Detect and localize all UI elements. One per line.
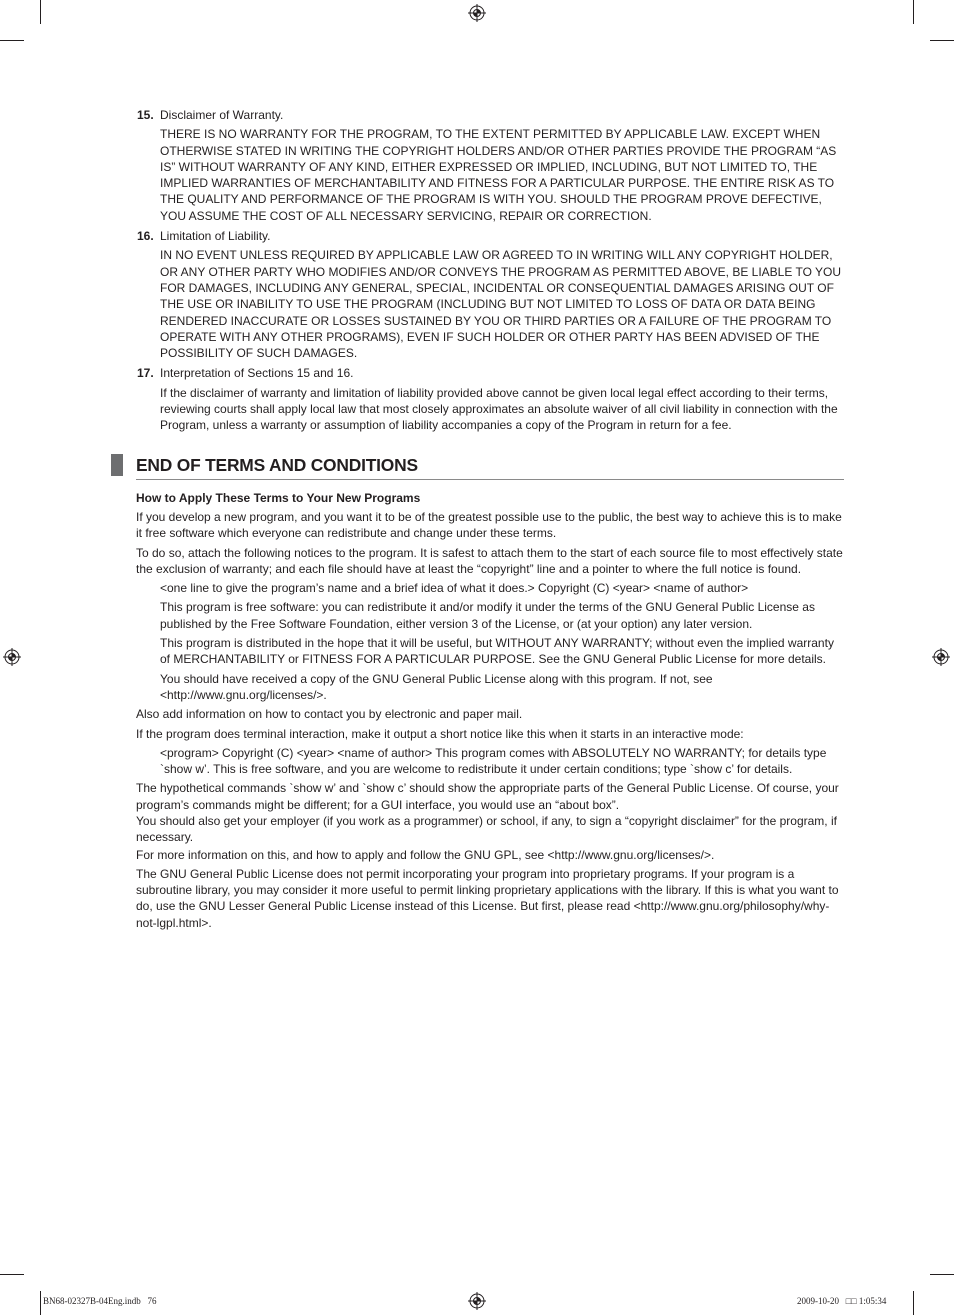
notice-paragraph: <program> Copyright (C) <year> <name of author> This program comes with ABSOLUTELY NO WARRANTY; for details type `show w’. This is free software, and you are welcome to redistribute it under certain conditions; type `show c’ for details. <box>160 745 827 777</box>
crop-mark-top-left-h <box>0 40 24 41</box>
footer-filename: BN68-02327B-04Eng.indb <box>43 1296 141 1306</box>
crop-mark-top-right-h <box>930 40 954 41</box>
section-marker-bar <box>111 454 123 476</box>
crop-mark-bottom-left <box>40 1291 41 1315</box>
registration-mark-icon <box>468 4 486 22</box>
paragraph: The GNU General Public License does not permit incorporating your program into proprietary programs. If your program is a subroutine library, you may consider it more useful to permit linking proprietary applications with the library. If this is what you want to do, use the GNU Lesser General Public License instead of this License. But first, please read <http://www.gnu.org/philosophy/why-not-lgpl.html>. <box>136 866 839 930</box>
crop-mark-bottom-left-h <box>0 1274 24 1275</box>
item-body: IN NO EVENT UNLESS REQUIRED BY APPLICABLE LAW OR AGREED TO IN WRITING WILL ANY COPYRIGHT HOLDER, OR ANY OTHER PARTY WHO MODIFIES AND/OR CONVEYS THE PROGRAM AS PERMITTED ABOVE, BE LIABLE TO YOU FOR DAMAGES, INCLUDING ANY GENERAL, SPECIAL, INCIDENTAL OR CONSEQUENTIAL DAMAGES ARISING OUT OF THE USE OR INABILITY TO USE THE PROGRAM (INCLUDING BUT NOT LIMITED TO LOSS OF DATA OR DATA BEING RENDERED INACCURATE OR LOSSES SUSTAINED BY YOU OR THIRD PARTIES OR A FAILURE OF THE PROGRAM TO OPERATE WITH ANY OTHER PROGRAMS), EVEN IF SUCH HOLDER OR OTHER PARTY HAS BEEN ADVISED OF THE POSSIBILITY OF SUCH DAMAGES. <box>160 248 842 361</box>
notice-line: <one line to give the program’s name and a brief idea of what it does.> Copyright (C) <year> <name of author> <box>160 581 749 596</box>
notice-paragraph: You should have received a copy of the GNU General Public License along with this program. If not, see <http://www.gnu.org/licenses/>. <box>160 671 713 702</box>
footer-date: 2009-10-20 <box>797 1296 839 1306</box>
footer-timestamp <box>797 1296 886 1306</box>
item-title: Limitation of Liability. <box>160 229 271 244</box>
footer-file <box>43 1296 157 1306</box>
crop-mark-top-right <box>913 0 914 24</box>
paragraph: To do so, attach the following notices to the program. It is safest to attach them to the start of each source file to most effectively state the exclusion of warranty; and each file should have at least the “copyright” line and a pointer to where the full notice is found. <box>136 545 843 576</box>
footer-time: □□ 1:05:34 <box>845 1296 887 1306</box>
paragraph: Also add information on how to contact you by electronic and paper mail. <box>136 707 523 722</box>
footer-page-number: 76 <box>147 1296 157 1306</box>
registration-mark-icon <box>468 1292 486 1310</box>
paragraph: If you develop a new program, and you want it to be of the greatest possible use to the public, the best way to achieve this is to make it free software which everyone can redistribute and change under these terms. <box>136 509 842 541</box>
registration-mark-icon <box>932 648 950 666</box>
paragraph: For more information on this, and how to apply and follow the GNU GPL, see <http://www.gnu.org/licenses/>. <box>136 847 715 862</box>
item-body: THERE IS NO WARRANTY FOR THE PROGRAM, TO THE EXTENT PERMITTED BY APPLICABLE LAW. EXCEPT WHEN OTHERWISE STATED IN WRITING THE COPYRIGHT HOLDERS AND/OR OTHER PARTIES PROVIDE THE PROGRAM “AS IS” WITHOUT WARRANTY OF ANY KIND, EITHER EXPRESSED OR IMPLIED, INCLUDING, BUT NOT LIMITED TO, THE IMPLIED WARRANTIES OF MERCHANTABILITY AND FITNESS FOR A PARTICULAR PURPOSE. THE ENTIRE RISK AS TO THE QUALITY AND PERFORMANCE OF THE PROGRAM IS WITH YOU. SHOULD THE PROGRAM PROVE DEFECTIVE, YOU ASSUME THE COST OF ALL NECESSARY SERVICING, REPAIR OR CORRECTION. <box>160 127 837 223</box>
list-item <box>136 365 844 433</box>
notice-paragraph: This program is free software: you can redistribute it and/or modify it under the terms of the GNU General Public License as published by the Free Software Foundation, either version 3 of the License, or (at your option) any later version. <box>160 600 815 631</box>
registration-mark-icon <box>3 648 21 666</box>
list-item <box>136 228 844 361</box>
paragraph: If the program does terminal interaction, make it output a short notice like this when it starts in an interactive mode: <box>136 726 744 741</box>
crop-mark-top-left <box>40 0 41 24</box>
subheading: How to Apply These Terms to Your New Programs <box>136 490 421 505</box>
notice-paragraph: This program is distributed in the hope that it will be useful, but WITHOUT ANY WARRANTY; without even the implied warranty of MERCHANTABILITY or FITNESS FOR A PARTICULAR PURPOSE. See the GNU General Public License for more details. <box>160 636 834 667</box>
item-title: Disclaimer of Warranty. <box>160 108 284 122</box>
item-number: 17. <box>137 366 154 381</box>
crop-mark-bottom-right <box>913 1291 914 1315</box>
item-number: 16. <box>137 229 154 244</box>
paragraph: You should also get your employer (if you work as a programmer) or school, if any, to sign a “copyright disclaimer” for the program, if necessary. <box>136 813 837 845</box>
crop-mark-bottom-right-h <box>930 1274 954 1275</box>
page-content <box>136 107 844 934</box>
item-title: Interpretation of Sections 15 and 16. <box>160 366 354 381</box>
item-body: If the disclaimer of warranty and limitation of liability provided above cannot be given local legal effect according to their terms, reviewing courts shall apply local law that most closely approximates an absolute waiver of all civil liability in connection with the Program, unless a warranty or assumption of liability accompanies a copy of the Program in return for a fee. <box>160 385 838 433</box>
section-heading: END OF TERMS AND CONDITIONS <box>136 454 418 475</box>
section-header <box>136 454 844 480</box>
item-number: 15. <box>137 108 154 122</box>
paragraph: The hypothetical commands `show w’ and `show c’ should show the appropriate parts of the General Public License. Of course, your program’s commands might be different; for a GUI interface, you would use an “about box”. <box>136 781 839 812</box>
list-item <box>136 107 844 224</box>
